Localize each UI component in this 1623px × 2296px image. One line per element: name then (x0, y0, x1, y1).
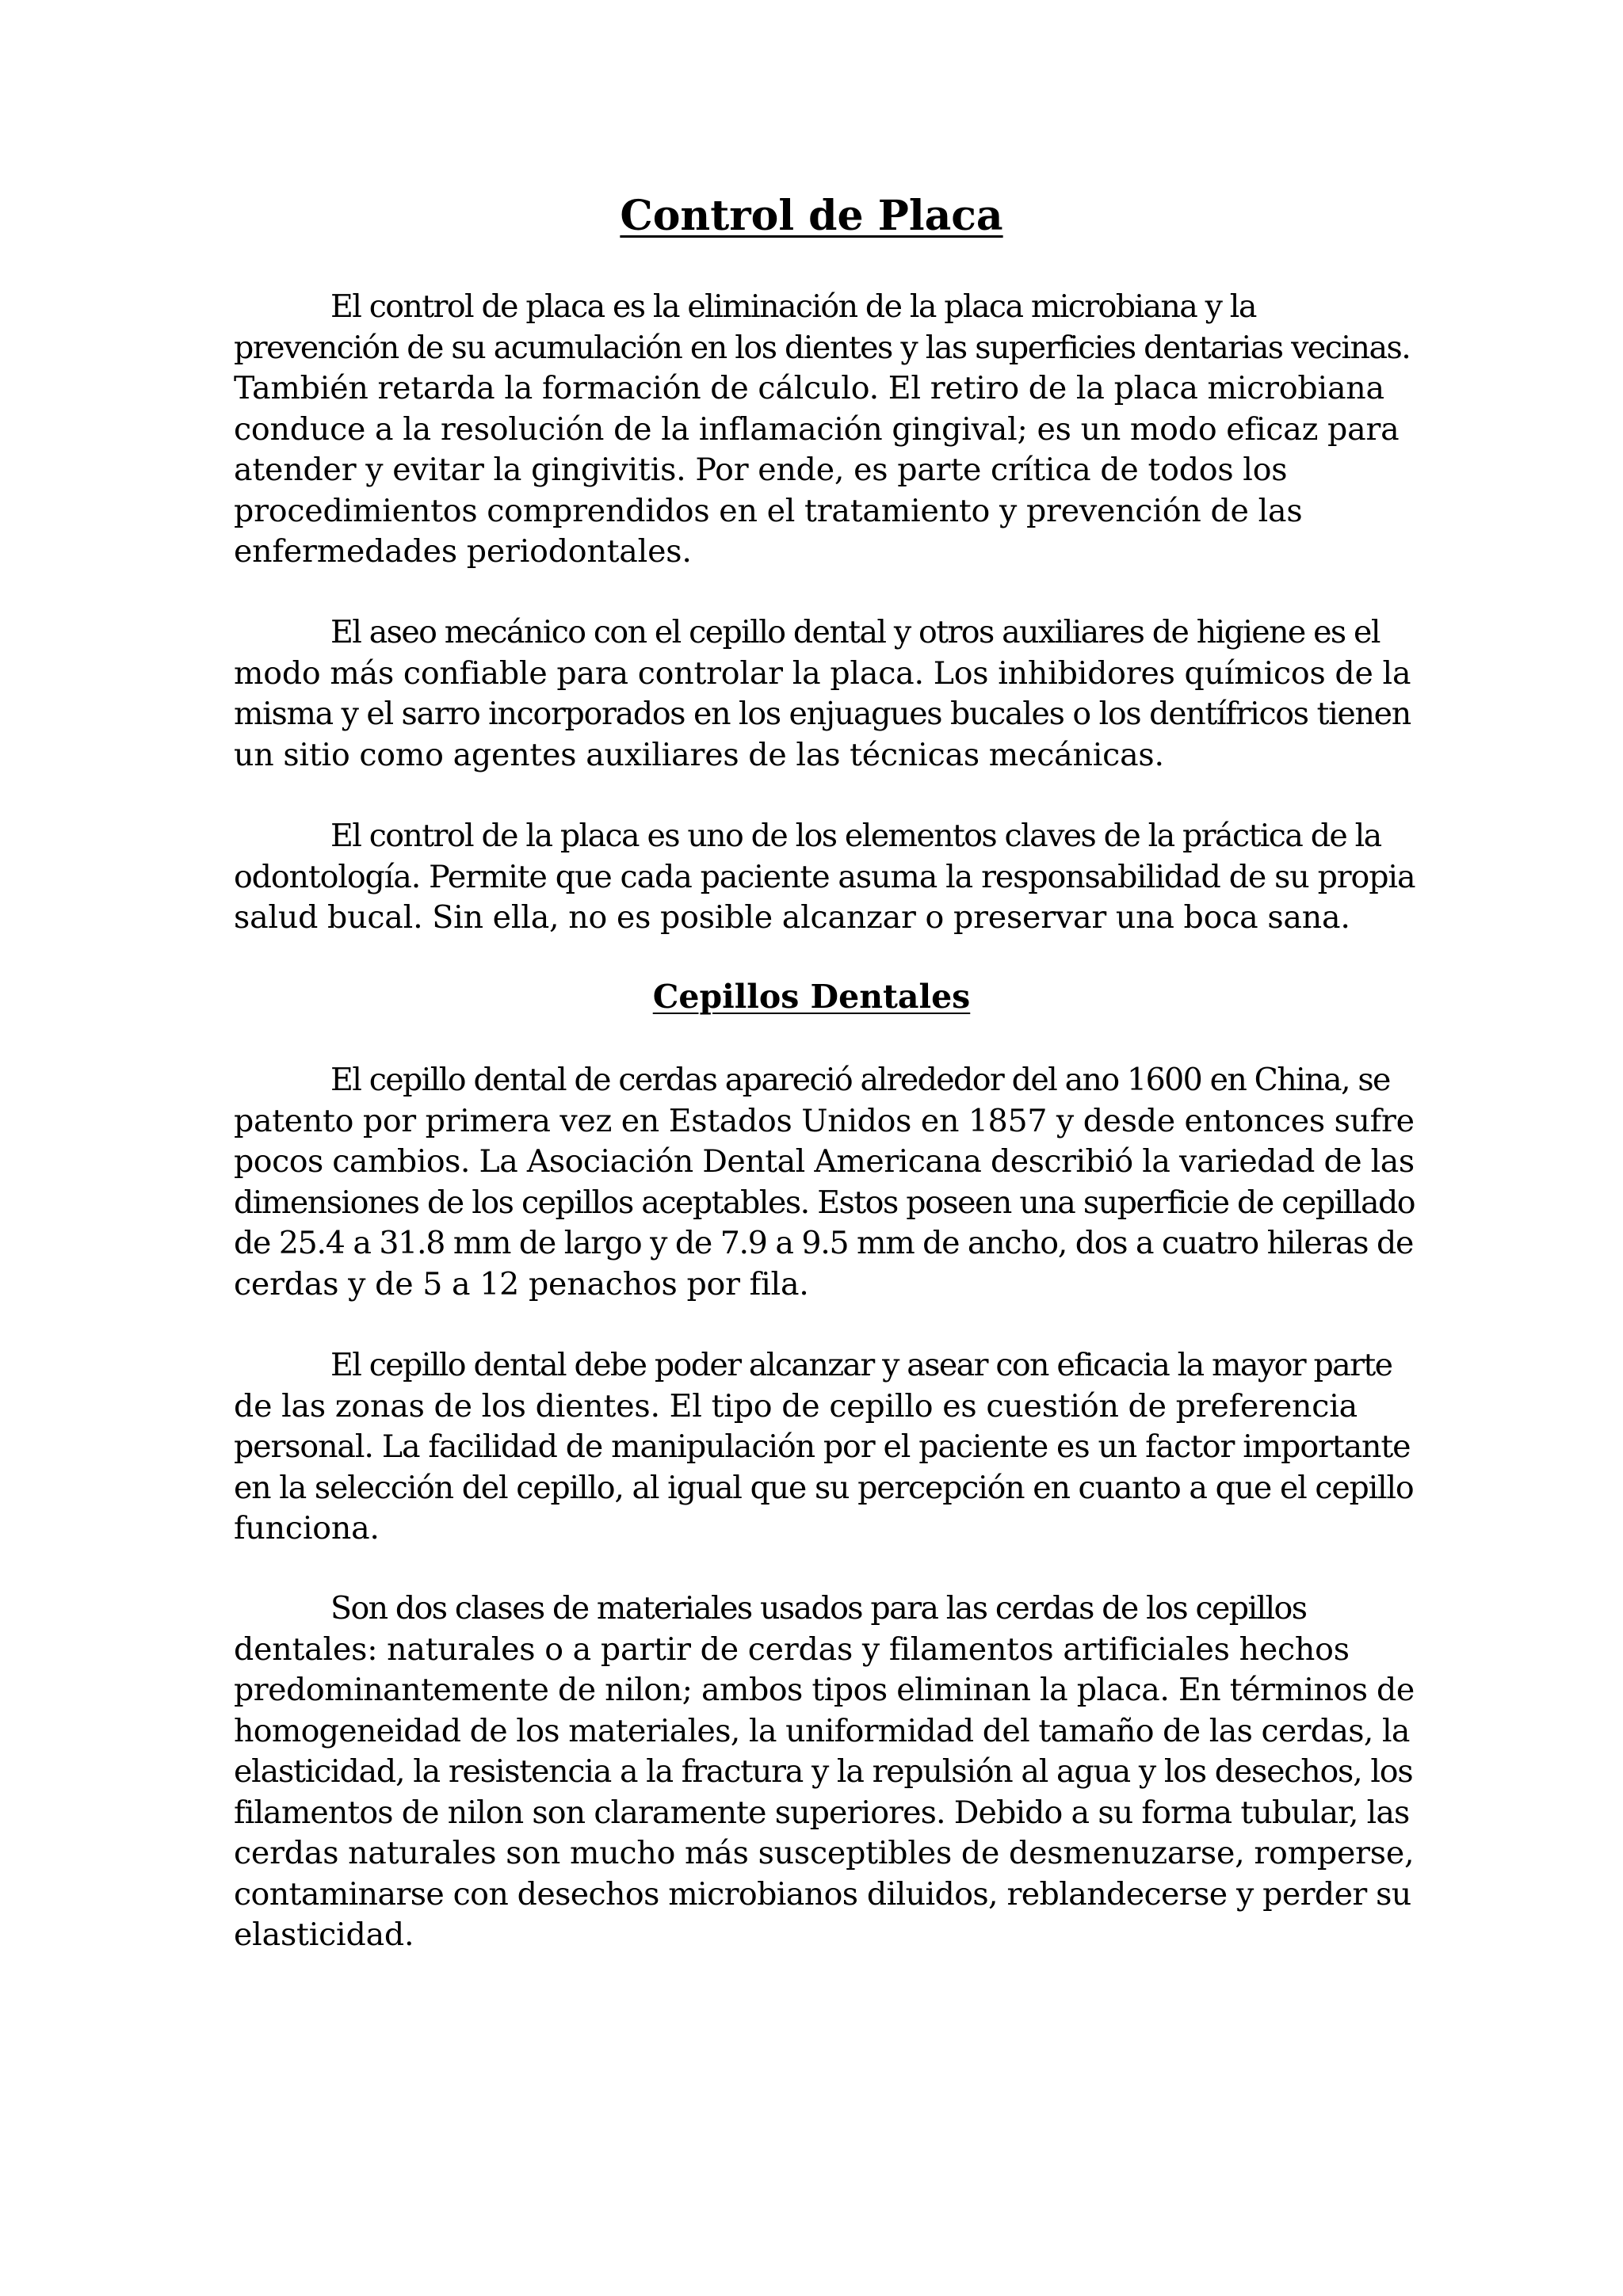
text-line: contaminarse con desechos microbianos diluidos, reblandecerse y perder su (234, 1875, 1411, 1913)
text-line: de 25.4 a 31.8 mm de largo y de 7.9 a 9.5 mm de ancho, dos a cuatro hileras de (234, 1225, 1414, 1261)
text-line: en la selección del cepillo, al igual que su percepción en cuanto a que el cepillo (234, 1469, 1414, 1506)
text-line: patento por primera vez en Estados Unidos en 1857 y desde entonces sufre (234, 1102, 1415, 1139)
text-line: homogeneidad de los materiales, la uniformidad del tamaño de las cerdas, la (234, 1712, 1410, 1749)
text-line: El control de la placa es uno de los elementos claves de la práctica de la (330, 818, 1381, 854)
text-line: predominantemente de nilon; ambos tipos eliminan la placa. En términos de (234, 1672, 1415, 1708)
text-line: atender y evitar la gingivitis. Por ende, es parte crítica de todos los (234, 452, 1288, 488)
text-line: un sitio como agentes auxiliares de las técnicas mecánicas. (234, 736, 1164, 773)
paragraph-control-placa-3 (234, 816, 1415, 939)
page-title: Control de Placa (620, 192, 1003, 240)
paragraph-control-placa-1 (234, 287, 1415, 573)
text-line: salud bucal. Sin ella, no es posible alcanzar o preservar una boca sana. (234, 899, 1350, 936)
text-line: procedimientos comprendidos en el tratamiento y prevención de las (234, 492, 1303, 529)
text-line: odontología. Permite que cada paciente asuma la responsabilidad de su propia (234, 858, 1415, 895)
text-line: cerdas y de 5 a 12 penachos por fila. (234, 1265, 809, 1302)
text-line: enfermedades periodontales. (234, 533, 692, 570)
text-line: filamentos de nilon son claramente superiores. Debido a su forma tubular, las (234, 1794, 1410, 1831)
text-line: elasticidad. (234, 1917, 414, 1953)
text-line: prevención de su acumulación en los dientes y las superficies dentarias vecinas. (234, 329, 1411, 366)
text-line: personal. La facilidad de manipulación por el paciente es un factor importante (234, 1428, 1411, 1465)
paragraph-cepillos-2 (234, 1345, 1415, 1550)
text-line: cerdas naturales son mucho más susceptibles de desmenuzarse, romperse, (234, 1835, 1415, 1871)
text-line: El cepillo dental debe poder alcanzar y asear con eficacia la mayor parte (330, 1347, 1392, 1383)
text-line: Son dos clases de materiales usados para las cerdas de los cepillos (330, 1590, 1307, 1627)
text-line: funciona. (234, 1510, 380, 1547)
text-line: misma y el sarro incorporados en los enjuagues bucales o los dentífricos tienen (234, 696, 1411, 732)
paragraph-cepillos-3 (234, 1589, 1415, 1956)
text-line: de las zonas de los dientes. El tipo de cepillo es cuestión de preferencia (234, 1387, 1358, 1425)
text-line: El control de placa es la eliminación de la placa microbiana y la (330, 288, 1256, 325)
text-line: dentales: naturales o a partir de cerdas y filamentos artificiales hechos (234, 1630, 1350, 1668)
text-line: También retarda la formación de cálculo. El retiro de la placa microbiana (234, 370, 1384, 406)
paragraph-cepillos-1 (234, 1060, 1415, 1305)
text-line: pocos cambios. La Asociación Dental Americana describió la variedad de las (234, 1143, 1415, 1180)
text-line: modo más confiable para controlar la placa. Los inhibidores químicos de la (234, 654, 1411, 692)
text-line: El aseo mecánico con el cepillo dental y otros auxiliares de higiene es el (330, 614, 1380, 650)
text-line: conduce a la resolución de la inflamación gingival; es un modo eficaz para (234, 410, 1400, 448)
text-line: dimensiones de los cepillos aceptables. Estos poseen una superficie de cepillado (234, 1184, 1415, 1221)
paragraph-control-placa-2 (234, 612, 1415, 776)
text-line: El cepillo dental de cerdas apareció alrededor del ano 1600 en China, se (330, 1062, 1390, 1098)
text-line: elasticidad, la resistencia a la fractura y la repulsión al agua y los desechos, los (234, 1753, 1413, 1790)
section-heading-cepillos: Cepillos Dentales (652, 978, 971, 1016)
